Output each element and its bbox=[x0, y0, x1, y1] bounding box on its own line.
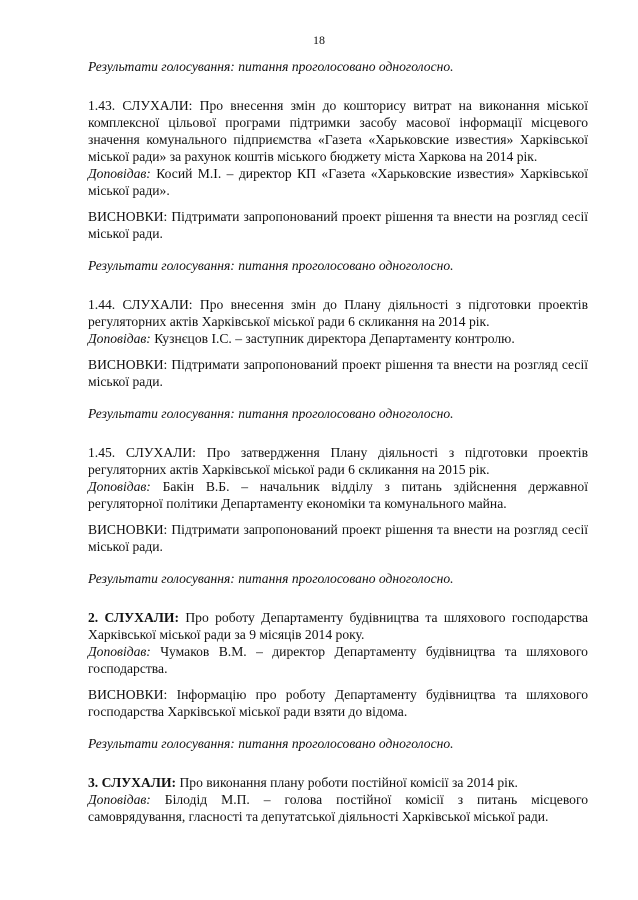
item-1-45-heard bbox=[88, 444, 588, 512]
vote-result: Результати голосування: питання проголосовано одноголосно. bbox=[88, 59, 454, 74]
speaker-label: Доповідав: bbox=[88, 479, 151, 494]
item-1-44-heard bbox=[88, 296, 588, 347]
heard-text: Про внесення змін до кошторису витрат на виконання міської комплексної цільової програми підтримки засобу масової інформації місцевого значення комунального підприємства «Газета «Харьковские известия» Харківської міської ради» за рахунок коштів міського бюджету міста Харкова на 2014 рік. bbox=[88, 98, 588, 164]
heard-label: 1.43. СЛУХАЛИ: bbox=[88, 98, 193, 113]
speaker-text: Кузнєцов І.С. – заступник директора Департаменту контролю. bbox=[154, 331, 515, 346]
speaker-text: Бакін В.Б. – начальник відділу з питань здійснення державної регуляторної політики Департаменту економіки та комунального майна. bbox=[88, 479, 588, 511]
conclusion-text: Підтримати запропонований проект рішення та внести на розгляд сесії міської ради. bbox=[88, 357, 588, 389]
heard-label: 1.44. СЛУХАЛИ: bbox=[88, 297, 193, 312]
speaker-label: Доповідав: bbox=[88, 166, 151, 181]
speaker-text: Білодід М.П. – голова постійної комісії з питань місцевого самоврядування, гласності та депутатської діяльності Харківської міської ради. bbox=[88, 792, 589, 824]
item-2-heard bbox=[88, 609, 588, 677]
heard-label: 1.45. СЛУХАЛИ: bbox=[88, 445, 196, 460]
vote-result: Результати голосування: питання проголосовано одноголосно. bbox=[88, 736, 454, 751]
heard-text: Про затвердження Плану діяльності з підготовки проектів регуляторних актів Харківської міської ради 6 скликання на 2015 рік. bbox=[88, 445, 588, 477]
speaker-label: Доповідав: bbox=[88, 331, 151, 346]
item-3-heard bbox=[88, 774, 588, 825]
vote-result: Результати голосування: питання проголосовано одноголосно. bbox=[88, 571, 454, 586]
speaker-label: Доповідав: bbox=[88, 644, 151, 659]
speaker-text: Чумаков В.М. – директор Департаменту будівництва та шляхового господарства. bbox=[88, 644, 588, 676]
conclusion-text: Підтримати запропонований проект рішення та внести на розгляд сесії міської ради. bbox=[88, 522, 588, 554]
conclusion-label: ВИСНОВКИ: bbox=[88, 357, 168, 372]
heard-label: 2. СЛУХАЛИ: bbox=[88, 610, 179, 625]
item-2-conclusion bbox=[88, 686, 588, 720]
page-number: 18 bbox=[313, 33, 325, 47]
item-1-43-conclusion bbox=[88, 208, 588, 242]
vote-result: Результати голосування: питання проголосовано одноголосно. bbox=[88, 406, 454, 421]
speaker-label: Доповідав: bbox=[88, 792, 151, 807]
conclusion-text: Інформацію про роботу Департаменту будівництва та шляхового господарства Харківської міської ради взяти до відома. bbox=[88, 687, 588, 719]
conclusion-text: Підтримати запропонований проект рішення та внести на розгляд сесії міської ради. bbox=[88, 209, 588, 241]
heard-label: 3. СЛУХАЛИ: bbox=[88, 775, 177, 790]
vote-result: Результати голосування: питання проголосовано одноголосно. bbox=[88, 258, 454, 273]
conclusion-label: ВИСНОВКИ: bbox=[88, 522, 168, 537]
item-1-43-heard bbox=[88, 97, 588, 199]
speaker-text: Косий М.І. – директор КП «Газета «Харьковские известия» Харківської міської ради». bbox=[88, 166, 588, 198]
conclusion-label: ВИСНОВКИ: bbox=[88, 209, 168, 224]
conclusion-label: ВИСНОВКИ: bbox=[88, 687, 168, 702]
heard-text: Про виконання плану роботи постійної комісії за 2014 рік. bbox=[179, 775, 518, 790]
heard-text: Про роботу Департаменту будівництва та шляхового господарства Харківської міської ради за 9 місяців 2014 року. bbox=[88, 610, 588, 642]
item-1-45-conclusion bbox=[88, 521, 588, 555]
heard-text: Про внесення змін до Плану діяльності з підготовки проектів регуляторних актів Харківської міської ради 6 скликання на 2014 рік. bbox=[88, 297, 589, 329]
page-content bbox=[88, 58, 588, 840]
item-1-44-conclusion bbox=[88, 356, 588, 390]
